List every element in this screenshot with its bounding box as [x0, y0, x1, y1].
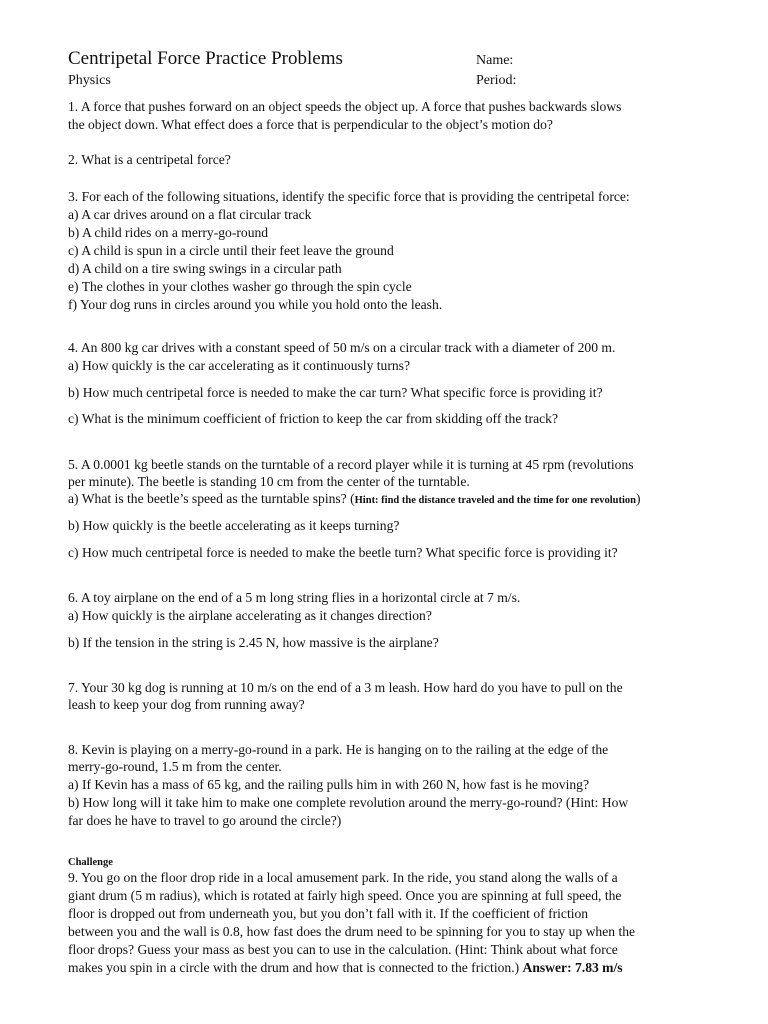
- question-8-text: 8. Kevin is playing on a merry-go-round in a park. He is hanging on to the railing at the edge of the: [68, 742, 609, 757]
- question-5-text: 5. A 0.0001 kg beetle stands on the turntable of a record player while it is turning at 45 rpm (revolutions: [68, 457, 634, 472]
- question-9-text: 9. You go on the floor drop ride in a local amusement park. In the ride, you stand along the walls of a: [68, 870, 618, 885]
- question-5a-close: ): [636, 491, 641, 506]
- question-4-text: 4. An 800 kg car drives with a constant speed of 50 m/s on a circular track with a diameter of 200 m.: [68, 340, 616, 355]
- question-4c: c) What is the minimum coefficient of friction to keep the car from skidding off the track?: [68, 411, 558, 426]
- question-6a: a) How quickly is the airplane accelerating as it changes direction?: [68, 608, 432, 623]
- question-9-text-5: floor drops? Guess your mass as best you can to use in the calculation. (Hint: Think about what force: [68, 942, 618, 957]
- question-5a: [68, 490, 641, 510]
- list-item: e) The clothes in your clothes washer go through the spin cycle: [68, 279, 412, 294]
- list-item: a) A car drives around on a flat circular track: [68, 207, 312, 222]
- list-item: c) A child is spun in a circle until their feet leave the ground: [68, 243, 394, 258]
- question-9-text-2: giant drum (5 m radius), which is rotated at fairly high speed. Once you are spinning at full speed, the: [68, 888, 622, 903]
- answer-text: Answer: 7.83 m/s: [522, 960, 623, 975]
- question-6-text: 6. A toy airplane on the end of a 5 m long string flies in a horizontal circle at 7 m/s.: [68, 590, 521, 605]
- challenge-label: Challenge: [68, 857, 113, 868]
- question-5b: b) How quickly is the beetle accelerating as it keeps turning?: [68, 518, 400, 533]
- question-9-text-4: between you and the wall is 0.8, how fast does the drum need to be spinning for you to stay up when the: [68, 924, 636, 939]
- question-8b: b) How long will it take him to make one complete revolution around the merry-go-round? (Hint: How: [68, 795, 629, 810]
- question-2: [68, 151, 708, 169]
- list-item: b) A child rides on a merry-go-round: [68, 225, 269, 240]
- question-text: 3. For each of the following situations, identify the specific force that is providing the centripetal force:: [68, 189, 630, 204]
- question-text: 2. What is a centripetal force?: [68, 152, 231, 167]
- question-5-text-2: per minute). The beetle is standing 10 cm from the center of the turntable.: [68, 474, 470, 489]
- name-label: Name:: [476, 53, 514, 68]
- question-9-text-6: [68, 959, 623, 977]
- question-8a: a) If Kevin has a mass of 65 kg, and the railing pulls him in with 260 N, how fast is he moving?: [68, 777, 590, 792]
- question-text: the object down. What effect does a force that is perpendicular to the object’s motion do?: [68, 117, 553, 132]
- hint-text: Hint: find the distance traveled and the time for one revolution: [354, 495, 636, 506]
- question-4a: a) How quickly is the car accelerating as it continuously turns?: [68, 358, 411, 373]
- page-title: Centripetal Force Practice Problems: [68, 48, 343, 69]
- question-7-text-2: leash to keep your dog from running away?: [68, 697, 305, 712]
- question-8-text-2: merry-go-round, 1.5 m from the center.: [68, 759, 282, 774]
- question-9-text-3: floor is dropped out from underneath you, but you don’t fall with it. If the coefficient of friction: [68, 906, 589, 921]
- question-5a-text: a) What is the beetle’s speed as the turntable spins? (: [68, 491, 355, 506]
- list-item: d) A child on a tire swing swings in a circular path: [68, 261, 342, 276]
- question-7-text: 7. Your 30 kg dog is running at 10 m/s on the end of a 3 m leash. How hard do you have to pull on the: [68, 680, 623, 695]
- question-3: [68, 188, 708, 314]
- question-1: [68, 98, 708, 134]
- question-4b: b) How much centripetal force is needed to make the car turn? What specific force is providing it?: [68, 385, 603, 400]
- question-text: 1. A force that pushes forward on an object speeds the object up. A force that pushes backwards slows: [68, 99, 622, 114]
- period-label: Period:: [476, 73, 517, 88]
- list-item: f) Your dog runs in circles around you while you hold onto the leash.: [68, 297, 443, 312]
- question-9-last-line: makes you spin in a circle with the drum and how that is connected to the friction.): [68, 960, 523, 975]
- question-5c: c) How much centripetal force is needed to make the beetle turn? What specific force is providing it?: [68, 545, 618, 560]
- question-8b-2: far does he have to travel to go around the circle?): [68, 813, 342, 828]
- question-6b: b) If the tension in the string is 2.45 N, how massive is the airplane?: [68, 635, 439, 650]
- subject-label: Physics: [68, 73, 111, 88]
